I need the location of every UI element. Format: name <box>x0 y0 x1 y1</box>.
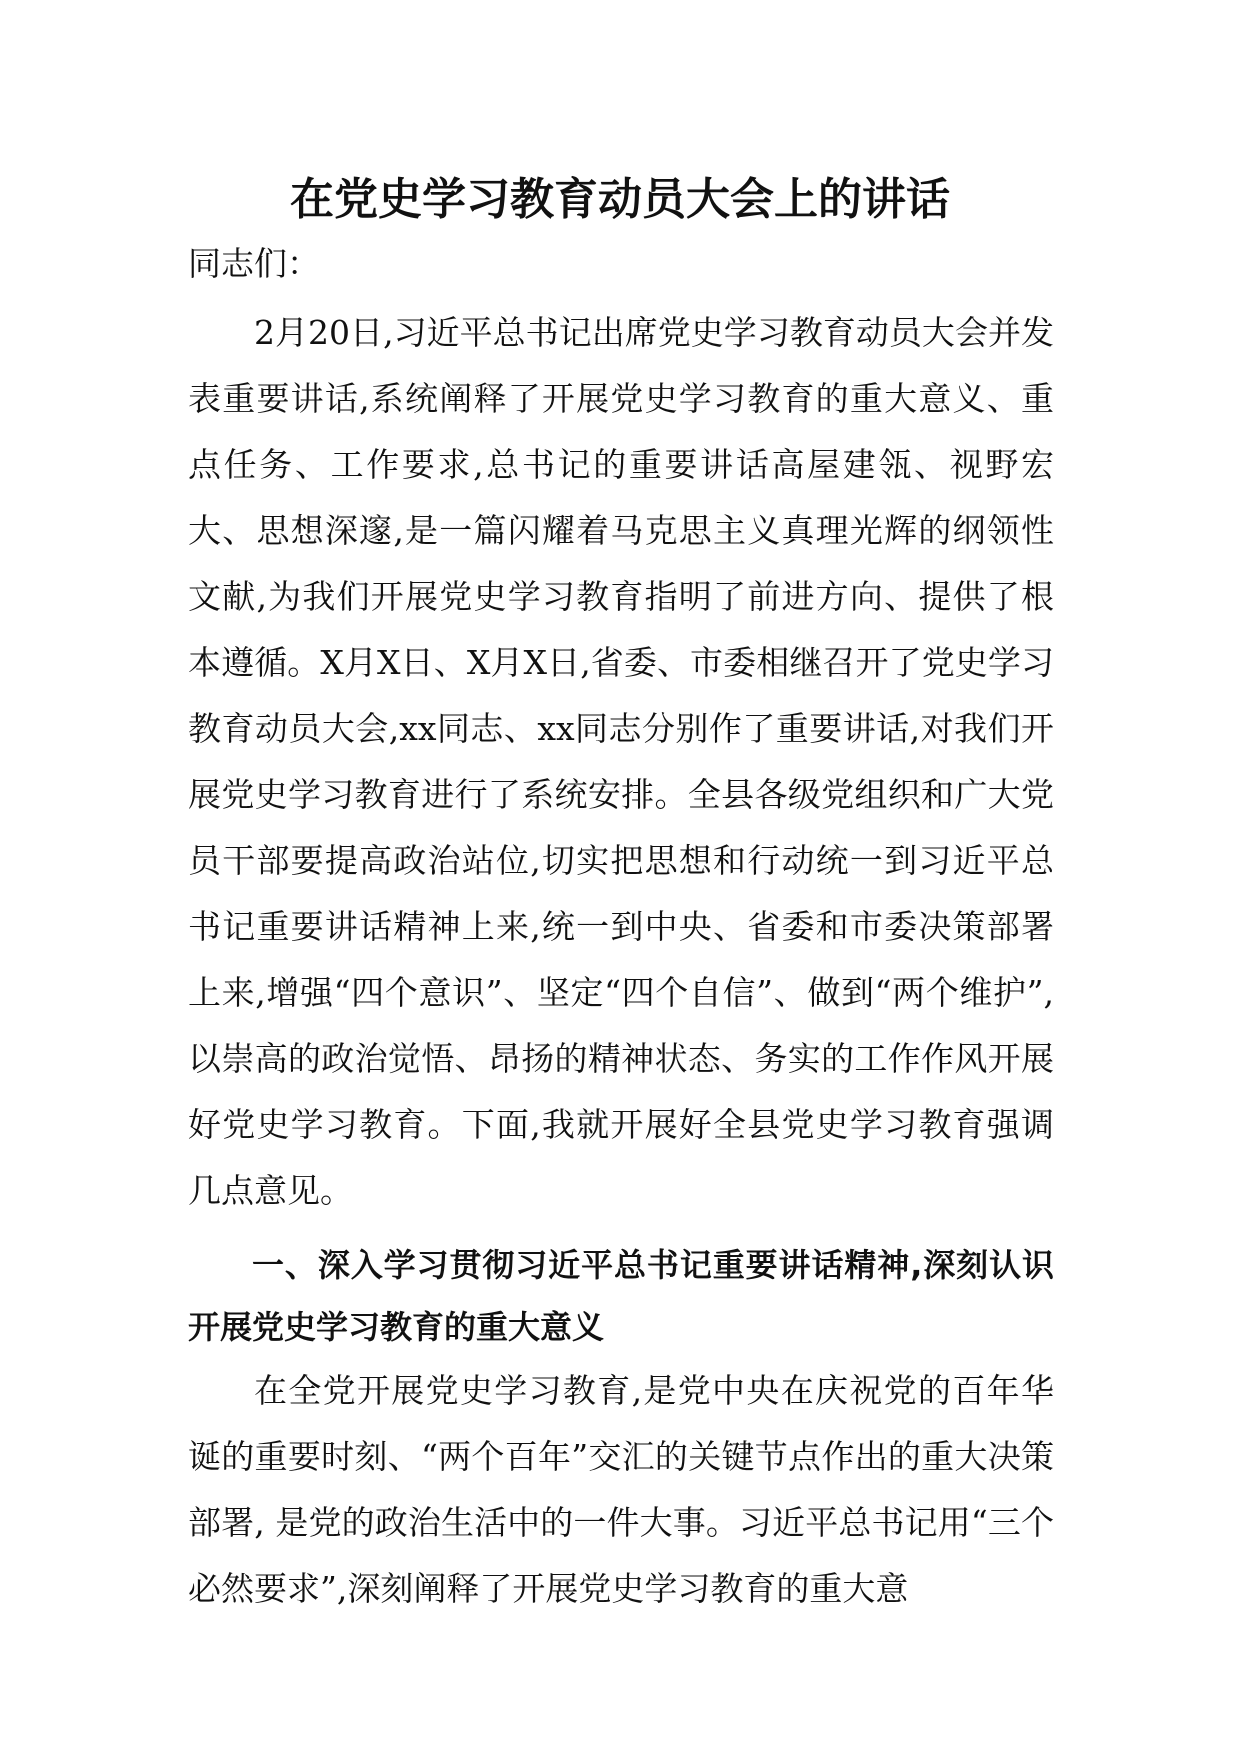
document-title: 在党史学习教育动员大会上的讲话 <box>290 174 950 225</box>
section-heading: 一、深入学习贯彻习近平总书记重要讲话精神,深刻认识开展党史学习教育的重大意义 <box>188 1246 1054 1346</box>
intro-paragraph: 2月20日,习近平总书记出席党史学习教育动员大会并发表重要讲话,系统阐释了开展党史学习教育的重大意义、重点任务、工作要求,总书记的重要讲话高屋建瓴、视野宏大、思想深邃,是一篇闪耀着马克思主义真理光辉的纲领性文献,为我们开展党史学习教育指明了前进方向、提供了根本遵循。X月X日、X月X日,省委、市委相继召开了党史学习教育动员大会,xx同志、xx同志分别作了重要讲话,对我们开展党史学习教育进行了系统安排。全县各级党组织和广大党员干部要提高政治站位,切实把思想和行动统一到习近平总书记重要讲话精神上来,统一到中央、省委和市委决策部署上来,增强“四个意识”、坚定“四个自信”、做到“两个维护”,以崇高的政治觉悟、昂扬的精神状态、务实的工作作风开展好党史学习教育。下面,我就开展好全县党史学习教育强调几点意见。 <box>188 313 1054 1210</box>
section-paragraph: 在全党开展党史学习教育,是党中央在庆祝党的百年华诞的重要时刻、“两个百年”交汇的关键节点作出的重大决策部署, 是党的政治生活中的一件大事。习近平总书记用“三个必然要求”,深刻阐释了开展党史学习教育的重大意 <box>188 1371 1054 1608</box>
salutation: 同志们： <box>188 244 320 283</box>
document-body <box>188 300 1054 1622</box>
